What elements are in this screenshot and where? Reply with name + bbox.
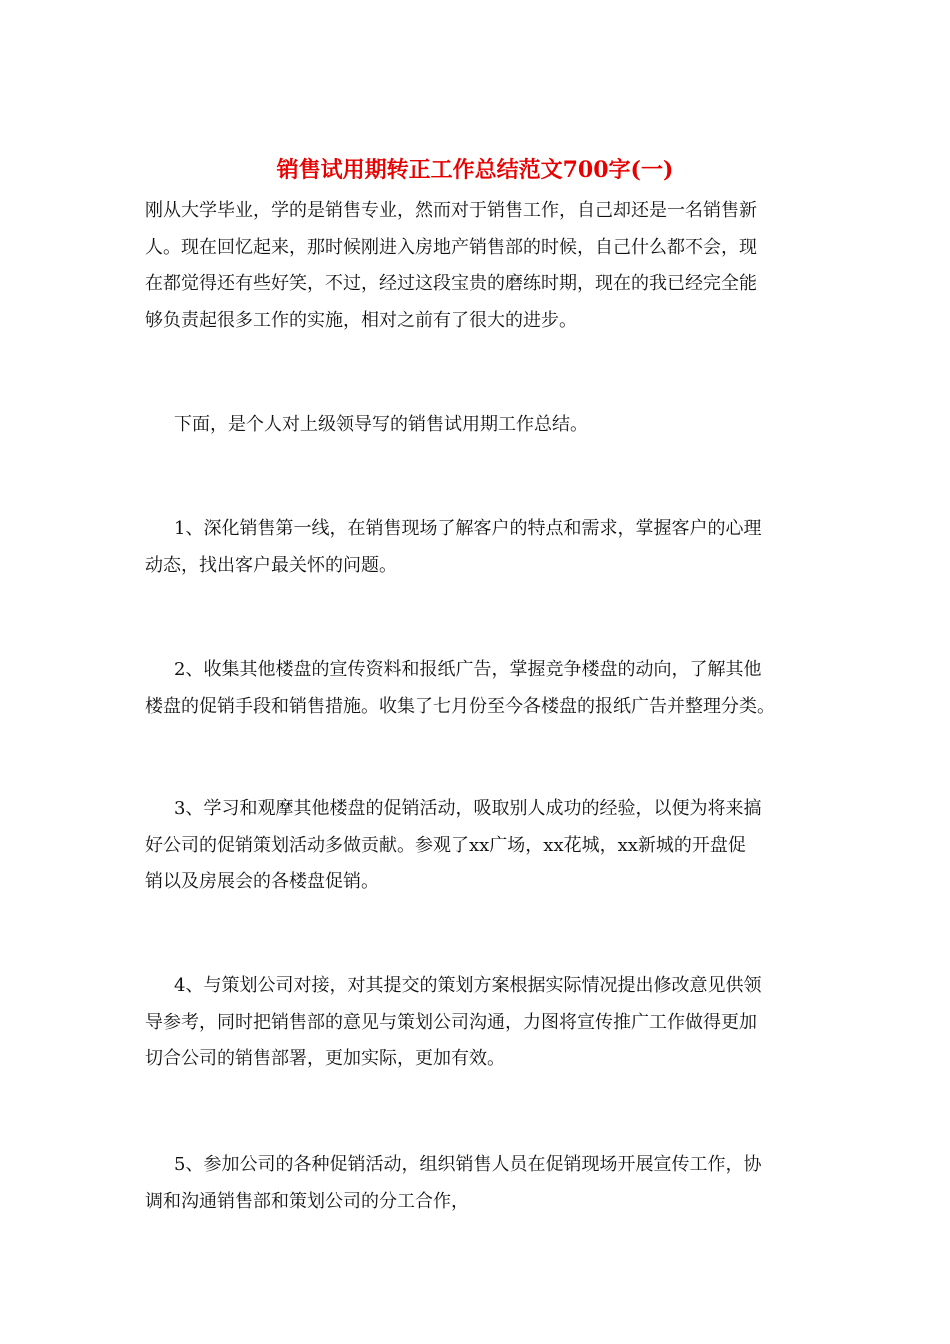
- paragraph-line: 刚从大学毕业，学的是销售专业，然而对于销售工作，自己却还是一名销售新: [145, 200, 757, 221]
- paragraph-line: 2、收集其他楼盘的宣传资料和报纸广告，掌握竞争楼盘的动向，了解其他: [174, 659, 762, 680]
- paragraph-line: 在都觉得还有些好笑，不过，经过这段宝贵的磨练时期，现在的我已经完全能: [145, 273, 757, 294]
- paragraph-line: 人。现在回忆起来，那时候刚进入房地产销售部的时候，自己什么都不会，现: [145, 236, 757, 258]
- paragraph-line: 切合公司的销售部署，更加实际，更加有效。: [145, 1048, 505, 1069]
- paragraph-line: 1、深化销售第一线，在销售现场了解客户的特点和需求，掌握客户的心理: [174, 518, 762, 539]
- paragraph-line: 够负责起很多工作的实施，相对之前有了很大的进步。: [145, 309, 577, 331]
- paragraph-line: 好公司的促销策划活动多做贡献。参观了xx广场，xx花城，xx新城的开盘促: [145, 834, 746, 856]
- paragraph-item-5: [145, 1147, 810, 1220]
- paragraph-line: 楼盘的促销手段和销售措施。收集了七月份至今各楼盘的报纸广告并整理分类。: [145, 695, 775, 717]
- document-title: 销售试用期转正工作总结范文700字(一): [276, 157, 674, 183]
- paragraph-item-2: [145, 652, 810, 725]
- paragraph-line: 4、与策划公司对接，对其提交的策划方案根据实际情况提出修改意见供领: [174, 975, 762, 996]
- paragraph-line: 销以及房展会的各楼盘促销。: [145, 871, 379, 892]
- paragraph-summary-lead: [145, 407, 810, 444]
- paragraph-item-3: [145, 791, 810, 901]
- paragraph-line: 调和沟通销售部和策划公司的分工合作，: [145, 1190, 469, 1212]
- paragraph-intro: [145, 193, 810, 339]
- paragraph-item-1: [145, 511, 810, 584]
- paragraph-line: 动态，找出客户最关怀的问题。: [145, 554, 397, 576]
- paragraph-line: 5、参加公司的各种促销活动，组织销售人员在促销现场开展宣传工作，协: [174, 1154, 762, 1175]
- paragraph-item-4: [145, 968, 810, 1078]
- paragraph-line: 3、学习和观摩其他楼盘的促销活动，吸取别人成功的经验，以便为将来搞: [174, 798, 762, 819]
- paragraph-line: 下面，是个人对上级领导写的销售试用期工作总结。: [174, 414, 588, 435]
- paragraph-line: 导参考，同时把销售部的意见与策划公司沟通，力图将宣传推广工作做得更加: [145, 1011, 757, 1033]
